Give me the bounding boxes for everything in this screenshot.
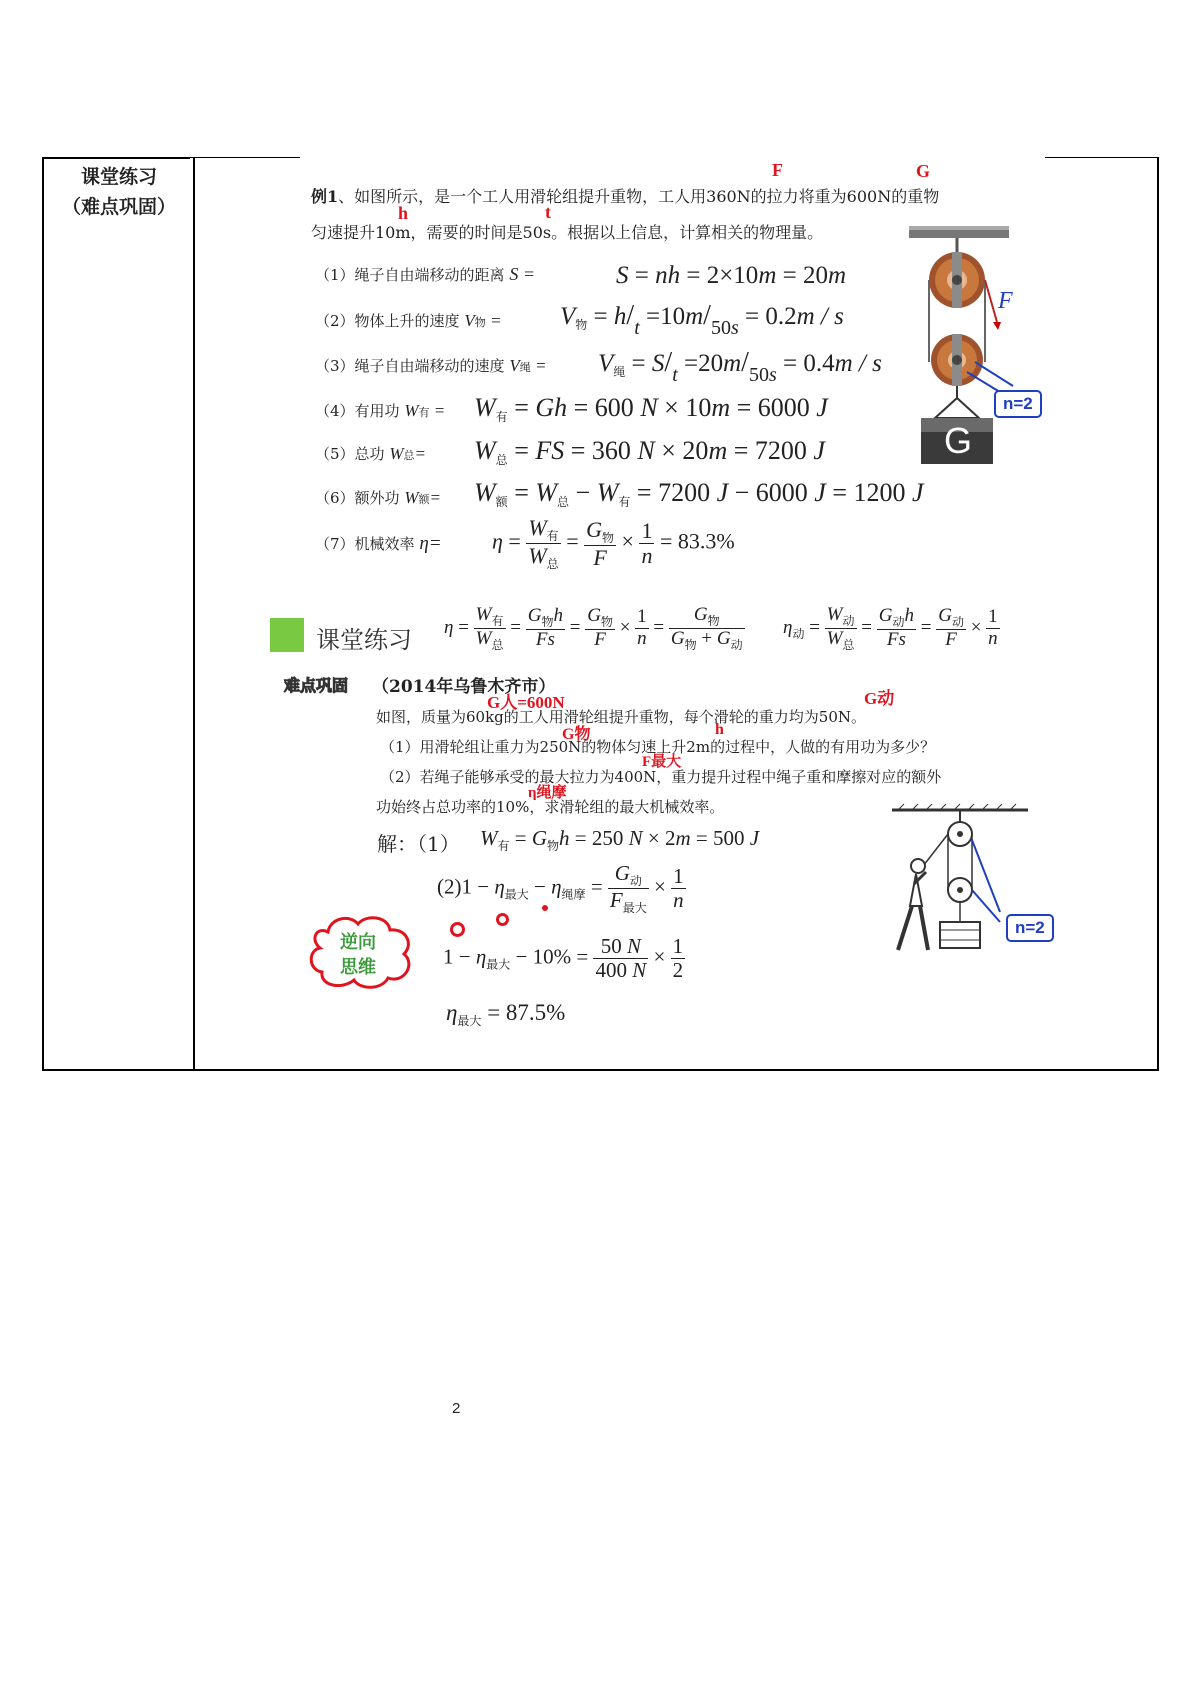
practice-intro: 如图，质量为60kg的工人用滑轮组提升重物，每个滑轮的重力均为50N。 [376,708,866,726]
question-3-text: （3）绳子自由端移动的速度 [315,357,505,375]
annotation-Fmax: F最大 [642,754,682,770]
annotation-F: F [772,160,783,180]
solution-4: $\eta_{最大} = 87.5\%$ [446,1000,566,1028]
pulley-diagram-2 [888,800,1038,968]
question-5-text: （5）总功 [315,445,385,463]
answer-3: $V_绳 = S/_t =20m/_{50s} = 0.4m / s$ [598,347,882,386]
annotation-Gdong: G动 [864,689,895,708]
red-dot-mark [542,905,548,911]
table-top-left-border [42,157,190,159]
question-2: （2）物体上升的速度 V物 = [315,311,502,330]
answer-5: $W_总$ = FS = 360 N × 20m = 7200 J [474,436,825,467]
annotation-h2: h [715,721,724,738]
practice-source: （2014年乌鲁木齐市） [372,677,556,697]
diagram2-n-label: n=2 [1006,914,1054,942]
question-1: （1）绳子自由端移动的距离 S = [315,264,535,284]
answer-4: $W_有 = Gh = 600$ N × 10m = 6000 J [474,393,828,424]
practice-title: 课堂练习 [316,626,412,654]
question-6: （6）额外功 W额= [315,488,441,507]
row-heading-line2: （难点巩固） [61,196,176,218]
annotation-Gwu: G物 [562,726,591,743]
solution-2: $(2)1 - \eta_{最大} - \eta_{绳摩}$ = $\frac{G_动}{F_{最大}}$ × $\frac{1}{n}$ [437,861,684,916]
solution-1: $W_有 = G_物h = 250$ N × 2m = 500 J [480,826,760,853]
answer-6: $W_额 = W_总 - W_有 = 7200$ J − 6000 J = 1200 J [474,478,924,509]
table-top-right-border [1045,157,1157,158]
row-heading [44,162,194,222]
answer-2: $V_物 = h/_t =10m/_{50s} = 0.2m / s$ [560,300,844,339]
question-7: （7）机械效率 η= [315,533,442,554]
question-4: （4）有用功 W有 = [315,401,446,420]
question-3: （3）绳子自由端移动的速度 V绳 = [315,356,547,375]
practice-question-1: （1）用滑轮组让重力为250N的物体匀速上升2m的过程中，人做的有用功为多少？ [380,738,936,756]
question-4-text: （4）有用功 [315,402,400,420]
cloud-text-2: 思维 [340,957,376,978]
table-bottom-border [42,1069,1159,1071]
practice-question-2b: 功始终占总功率的10%，求滑轮组的最大机械效率。 [376,798,725,816]
practice-question-2: （2）若绳子能够承受的最大拉力为400N，重力提升过程中绳子重和摩擦对应的额外 [380,768,942,786]
solution-label [377,828,460,857]
diagram1-n-label: n=2 [994,390,1042,418]
question-6-text: （6）额外功 [315,489,400,507]
annotation-eta: η绳摩 [528,785,567,801]
example1-line2: 匀速提升10m，需要的时间是50s。根据以上信息，计算相关的物理量。 [311,223,824,242]
annotation-h: h [398,203,409,223]
table-left-border [42,157,44,1071]
example1-text1: 、如图所示，是一个工人用滑轮组提升重物，工人用360N的拉力将重为600N的重物 [338,187,940,206]
solution-3: $1 - \eta_{最大} - 10\%$ = $\frac{50 N}{400 N}$ × $\frac{1}{2}$ [443,934,684,983]
page-number: 2 [452,1400,461,1417]
green-square-icon [270,618,304,652]
efficiency-formula-1: η = $\frac{W_有}{W_总}$ = $\frac{G_物h}{Fs}$ = $\frac{G_物}{F}$ × $\frac{1}{n}$ = $\frac{G_物}{G_物 + G_动}$ [444,604,743,653]
table-top-mid-border [190,157,300,158]
annotation-Gren: G人=600N [487,693,565,712]
answer-1: S = nh = 2×10m = 20m [616,262,847,289]
answer-7: η = $\frac{W_有}{W_总}$ = $\frac{G_物}{F}$ × $\frac{1}{n}$ = 83.3% [492,515,735,572]
row-heading-line1: 课堂练习 [80,166,157,188]
annotation-G: G [916,161,931,181]
example1-label: 例1 [311,187,339,206]
red-circle-mark-2 [496,913,509,926]
solution-label-text: 解：（1） [377,832,460,856]
question-7-text: （7）机械效率 [315,535,415,553]
table-right-border [1157,157,1159,1071]
efficiency-formula-2: $\eta_动$ = $\frac{W_动}{W_总}$ = $\frac{G_动h}{Fs}$ = $\frac{G_动}{F}$ × $\frac{1}{n}$ [783,604,998,653]
cloud-text-1: 逆向 [340,932,376,953]
question-5: （5）总功 W总= [315,444,426,463]
pulley-diagram-1 [905,222,1055,474]
question-2-text: （2）物体上升的速度 [315,312,460,330]
diagram1-force-label: F [998,288,1013,314]
question-1-text: （1）绳子自由端移动的距离 [315,266,505,284]
diagram1-weight-label: G [944,420,973,461]
practice-subtitle: 难点巩固 [284,676,349,695]
table-divider [193,157,195,1071]
annotation-t: t [545,202,551,222]
